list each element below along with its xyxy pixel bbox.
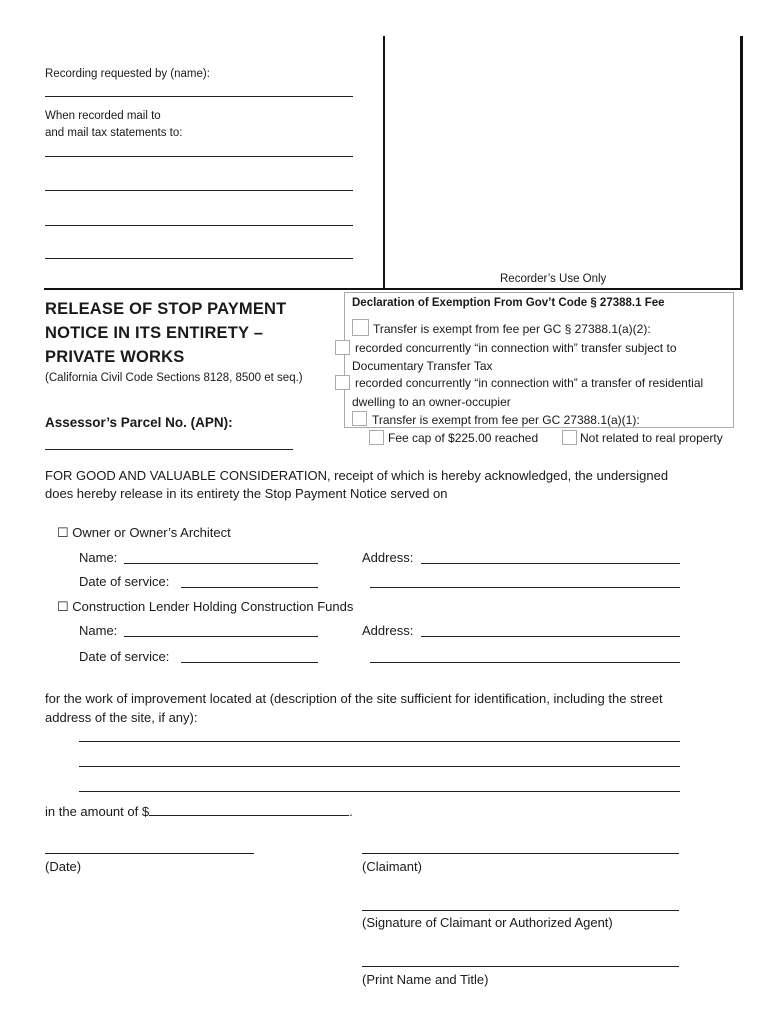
owner-date-line[interactable]: [181, 587, 318, 588]
print-name-caption: (Print Name and Title): [362, 972, 489, 987]
lender-date-label: Date of service:: [79, 649, 170, 664]
recorders-use-label: Recorder’s Use Only: [500, 273, 607, 285]
date-signature-line[interactable]: [45, 853, 254, 854]
exemption-owner-occupier-label-cont: dwelling to an owner-occupier: [352, 395, 511, 409]
fee-cap-checkbox[interactable]: [369, 430, 384, 445]
exemption-owner-occupier-checkbox[interactable]: [335, 375, 350, 390]
owner-address-line[interactable]: [421, 563, 680, 564]
signature-line[interactable]: [362, 910, 679, 911]
claimant-line[interactable]: [362, 853, 679, 854]
lender-date-line[interactable]: [181, 662, 318, 663]
mail-to-label-2: and mail tax statements to:: [45, 127, 183, 139]
exemption-a2-label: Transfer is exempt from fee per GC § 27388.1(a)(2):: [373, 322, 651, 336]
exemption-dtt-checkbox[interactable]: [335, 340, 350, 355]
work-description-text-2: address of the site, if any):: [45, 710, 198, 725]
recorder-box-left-border: [383, 36, 385, 290]
exemption-dtt-label-cont: Documentary Transfer Tax: [352, 359, 493, 373]
lender-name-label: Name:: [79, 623, 118, 638]
not-real-property-checkbox[interactable]: [562, 430, 577, 445]
amount-prefix: in the amount of $: [45, 804, 150, 819]
title-line-3: PRIVATE WORKS: [45, 348, 185, 366]
work-description-text-1: for the work of improvement located at (description of the site sufficient for identification, including the street: [45, 691, 663, 706]
apn-line[interactable]: [45, 449, 293, 450]
fee-cap-label: Fee cap of $225.00 reached: [388, 431, 539, 445]
consideration-text-1: FOR GOOD AND VALUABLE CONSIDERATION, receipt of which is hereby acknowledged, the undersigned: [45, 468, 669, 483]
mail-to-label-1: When recorded mail to: [45, 110, 161, 122]
mail-to-line-3[interactable]: [45, 225, 353, 226]
owner-option[interactable]: ☐ Owner or Owner’s Architect: [57, 525, 231, 540]
mail-to-line-4[interactable]: [45, 258, 353, 259]
exemption-heading: Declaration of Exemption From Gov’t Code § 27388.1 Fee: [352, 297, 665, 309]
not-real-property-label: Not related to real property: [580, 431, 723, 445]
date-caption: (Date): [45, 859, 82, 874]
work-description-line-1[interactable]: [79, 741, 680, 742]
consideration-text-2: does hereby release in its entirety the Stop Payment Notice served on: [45, 486, 448, 501]
owner-name-line[interactable]: [124, 563, 318, 564]
work-description-line-2[interactable]: [79, 766, 680, 767]
exemption-a1-label: Transfer is exempt from fee per GC 27388.1(a)(1):: [372, 413, 640, 427]
exemption-a1-checkbox[interactable]: [352, 411, 367, 426]
lender-address-label: Address:: [362, 623, 414, 638]
mail-to-line-2[interactable]: [45, 190, 353, 191]
code-reference: (California Civil Code Sections 8128, 8500 et seq.): [45, 372, 303, 384]
lender-address-line[interactable]: [421, 636, 680, 637]
apn-label: Assessor’s Parcel No. (APN):: [45, 415, 233, 430]
print-name-line[interactable]: [362, 966, 679, 967]
title-line-1: RELEASE OF STOP PAYMENT: [45, 300, 287, 318]
amount-field[interactable]: [149, 803, 349, 816]
lender-option[interactable]: ☐ Construction Lender Holding Construction Funds: [57, 599, 354, 614]
lender-address-line-2[interactable]: [370, 662, 680, 663]
recorder-box-right-border: [740, 36, 743, 290]
recording-requested-label: Recording requested by (name):: [45, 68, 210, 80]
work-description-line-3[interactable]: [79, 791, 680, 792]
lender-name-line[interactable]: [124, 636, 318, 637]
owner-name-label: Name:: [79, 550, 118, 565]
title-line-2: NOTICE IN ITS ENTIRETY –: [45, 324, 264, 342]
claimant-caption: (Claimant): [362, 859, 422, 874]
owner-address-line-2[interactable]: [370, 587, 680, 588]
mail-to-line-1[interactable]: [45, 156, 353, 157]
recording-requested-line[interactable]: [45, 96, 353, 97]
exemption-a2-checkbox[interactable]: [352, 319, 369, 336]
recorder-box-bottom-border: [44, 288, 743, 290]
exemption-owner-occupier-label: recorded concurrently “in connection with” a transfer of residential: [355, 376, 704, 390]
owner-date-label: Date of service:: [79, 574, 170, 589]
amount-row: [45, 803, 353, 819]
owner-address-label: Address:: [362, 550, 414, 565]
signature-caption: (Signature of Claimant or Authorized Agent): [362, 915, 613, 930]
exemption-dtt-label: recorded concurrently “in connection with” transfer subject to: [355, 341, 677, 355]
amount-suffix: .: [349, 804, 353, 819]
